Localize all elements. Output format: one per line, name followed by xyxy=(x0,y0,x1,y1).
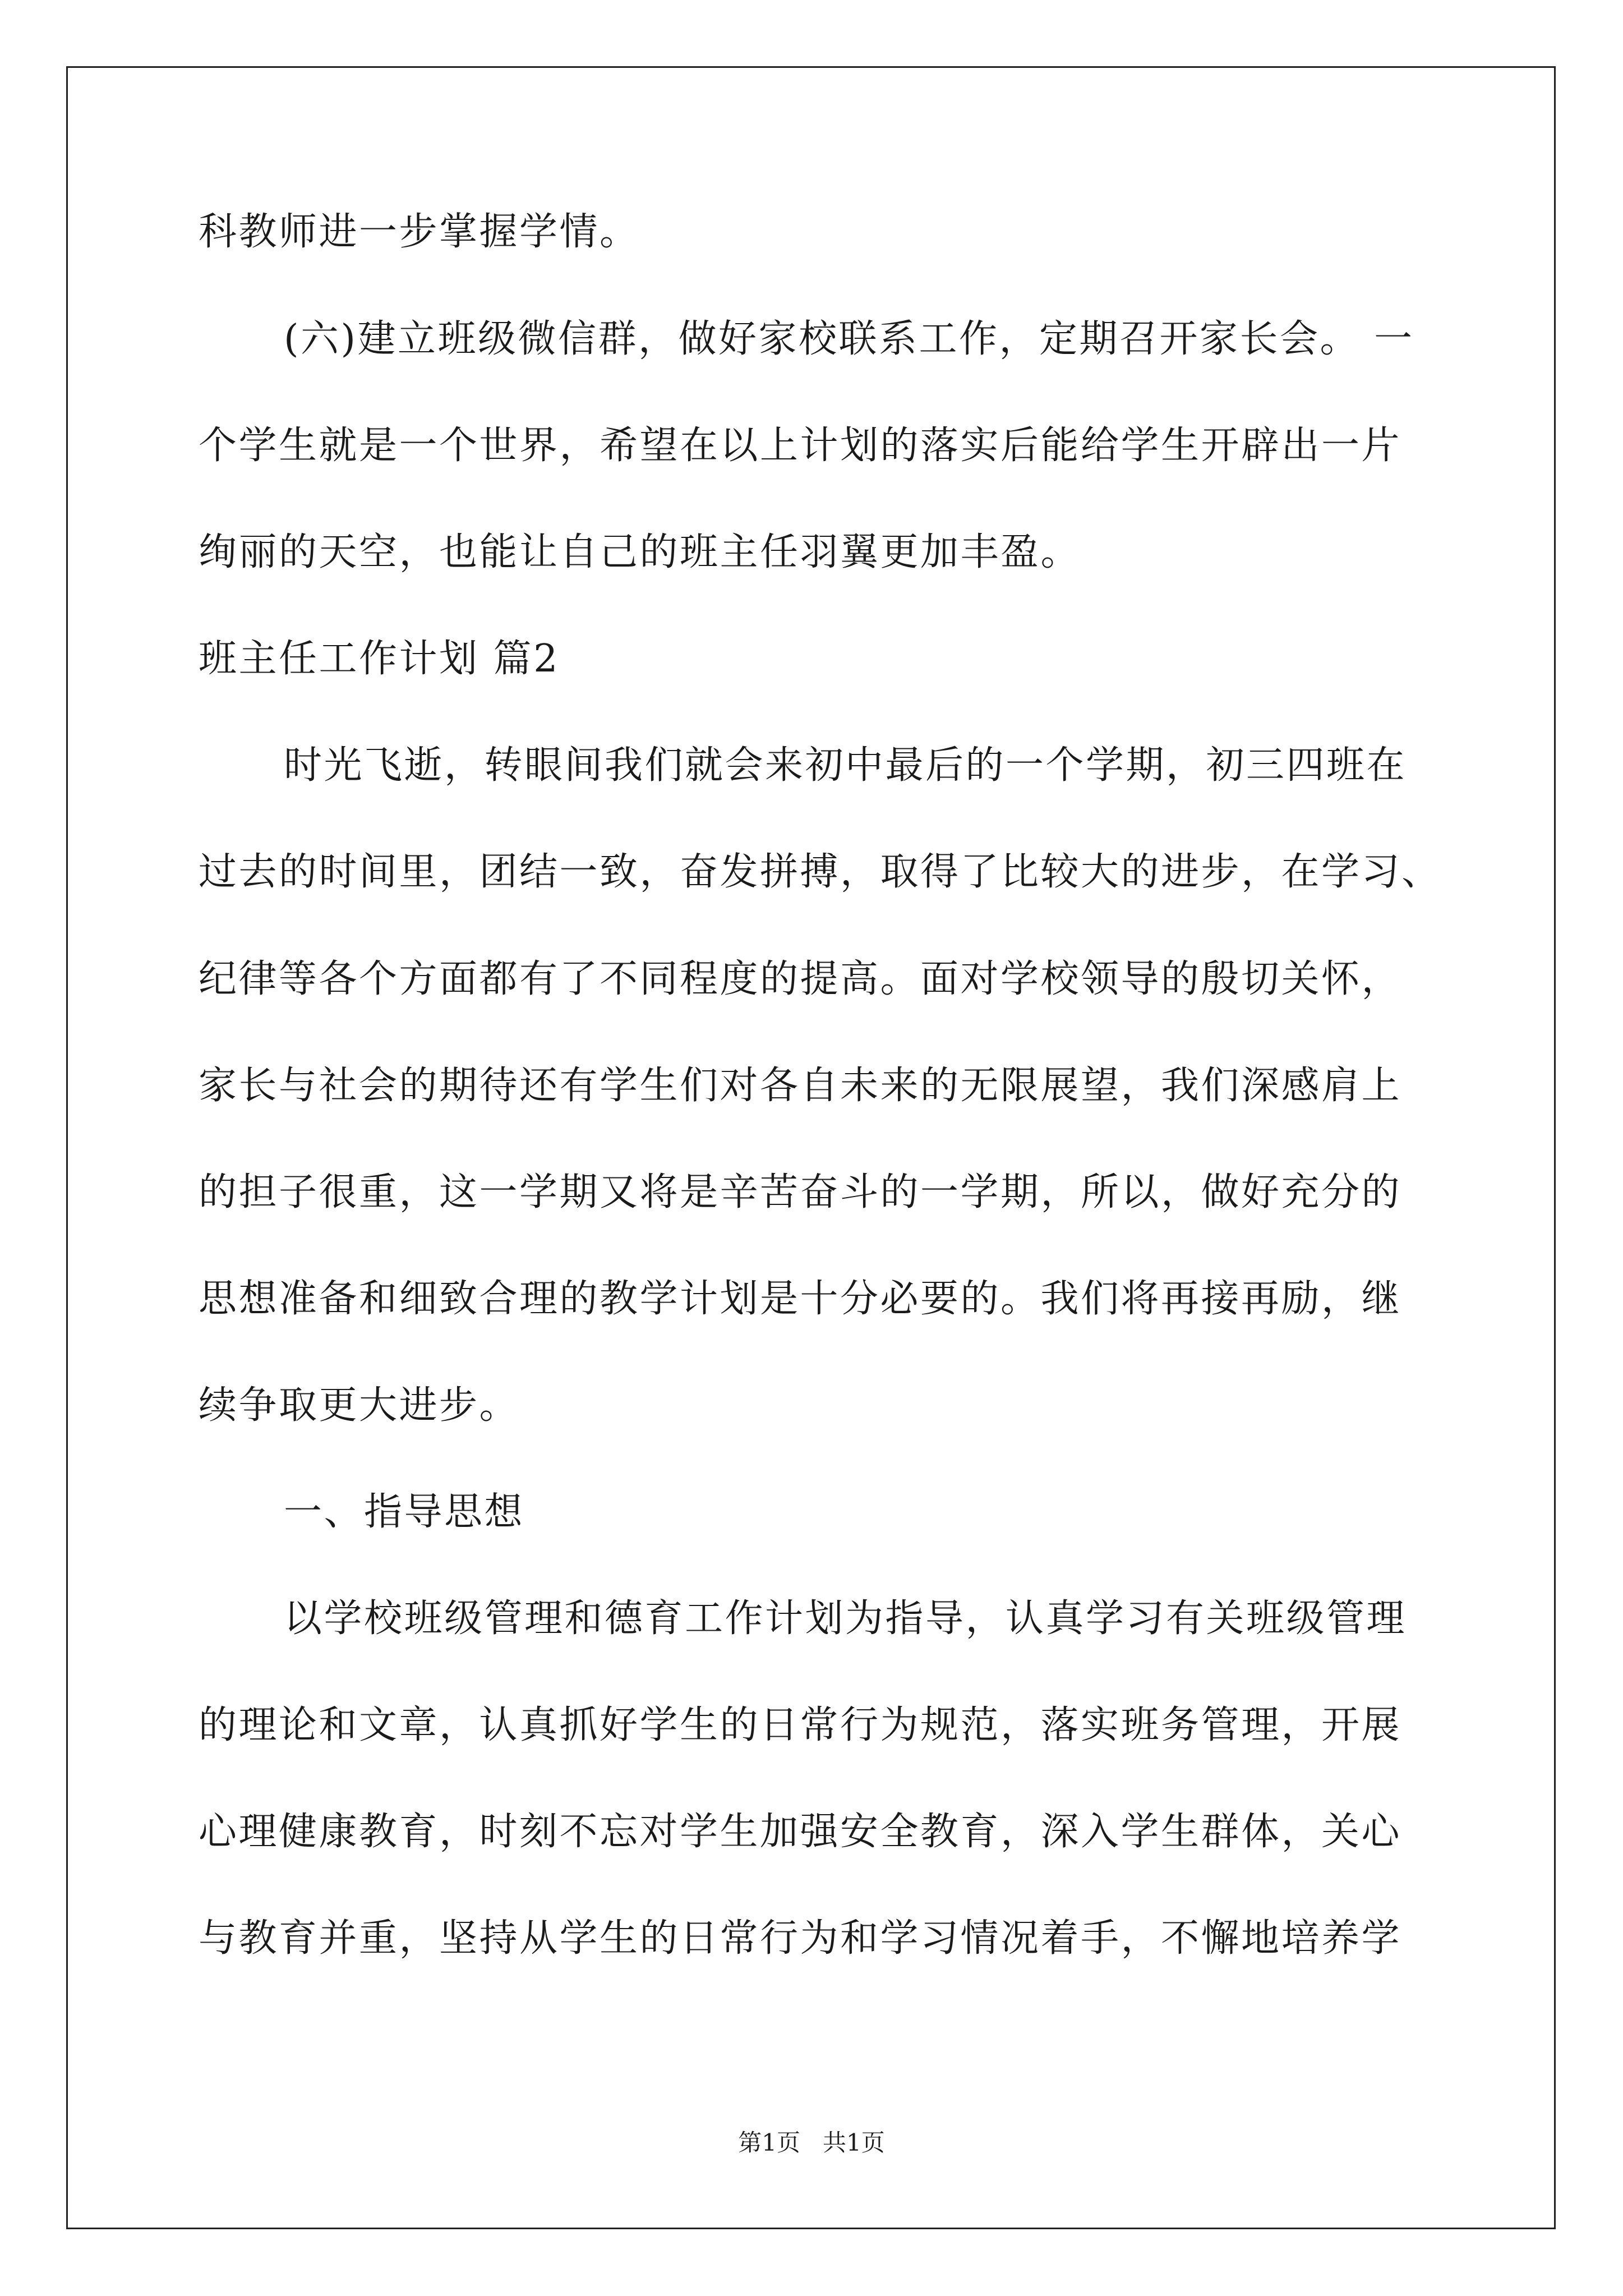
text-line: 的担子很重，这一学期又将是辛苦奋斗的一学期，所以，做好充分的 xyxy=(199,1170,1402,1214)
text-line: 绚丽的天空，也能让自己的班主任羽翼更加丰盈。 xyxy=(199,530,1081,574)
text-line: 心理健康教育，时刻不忘对学生加强安全教育，深入学生群体，关心 xyxy=(199,1810,1402,1854)
text-line: 时光飞逝，转眼间我们就会来初中最后的一个学期，初三四班在 xyxy=(284,743,1407,788)
subsection-heading: 一、指导思想 xyxy=(284,1490,525,1534)
text-line: 的理论和文章，认真抓好学生的日常行为规范，落实班务管理，开展 xyxy=(199,1703,1402,1747)
text-line: 个学生就是一个世界，希望在以上计划的落实后能给学生开辟出一片 xyxy=(199,424,1402,468)
text-line: (六)建立班级微信群，做好家校联系工作，定期召开家长会。 一 xyxy=(284,317,1414,361)
text-line: 过去的时间里，团结一致，奋发拼搏，取得了比较大的进步，在学习、 xyxy=(199,850,1442,894)
text-line: 纪律等各个方面都有了不同程度的提高。面对学校领导的殷切关怀， xyxy=(199,957,1402,1001)
text-line: 科教师进一步掌握学情。 xyxy=(199,210,640,254)
page-number-footer: 第1页 共1页 xyxy=(738,2129,885,2156)
text-line: 思想准备和细致合理的教学计划是十分必要的。我们将再接再励，继 xyxy=(199,1277,1402,1321)
section-heading: 班主任工作计划 篇2 xyxy=(199,637,560,681)
text-line: 续争取更大进步。 xyxy=(199,1383,520,1428)
text-line: 家长与社会的期待还有学生们对各自未来的无限展望，我们深感肩上 xyxy=(199,1064,1402,1108)
text-line: 以学校班级管理和德育工作计划为指导，认真学习有关班级管理 xyxy=(284,1596,1407,1641)
page-border xyxy=(66,66,1556,2229)
text-line: 与教育并重，坚持从学生的日常行为和学习情况着手，不懈地培养学 xyxy=(199,1916,1402,1961)
